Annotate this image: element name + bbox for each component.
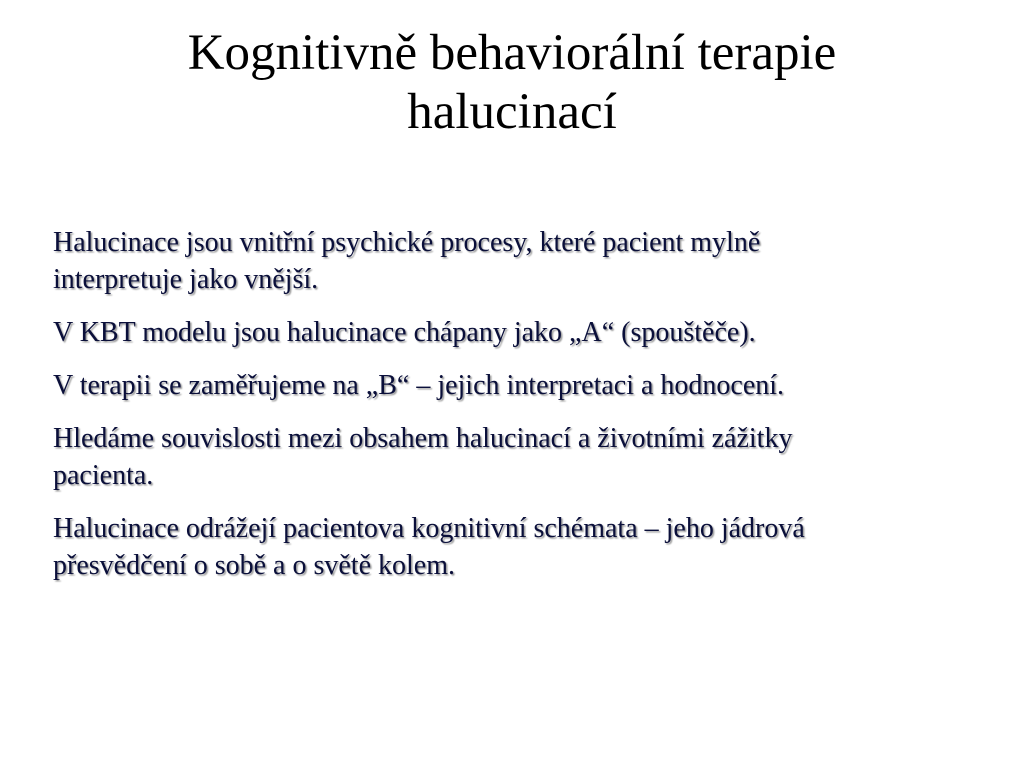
paragraph-therapy-focus (53, 367, 983, 404)
paragraph-line: Hledáme souvislosti mezi obsahem halucinací a životními zážitky (53, 423, 793, 454)
paragraph-line: přesvědčení o sobě a o světě kolem. (53, 550, 455, 581)
paragraph-line: V terapii se zaměřujeme na „B“ – jejich interpretaci a hodnocení. (53, 370, 785, 401)
paragraph-hallucination-definition (53, 224, 983, 298)
slide-title (60, 24, 964, 142)
paragraph-line: pacienta. (53, 460, 154, 491)
paragraph-connections (53, 420, 983, 494)
paragraph-line: Halucinace jsou vnitřní psychické procesy, které pacient mylně (53, 227, 761, 258)
paragraph-kbt-model (53, 314, 983, 351)
paragraph-line: interpretuje jako vnější. (53, 264, 319, 295)
slide-body (53, 224, 983, 600)
paragraph-cognitive-schemas (53, 510, 983, 584)
title-line-2: halucinací (407, 84, 617, 140)
paragraph-line: V KBT modelu jsou halucinace chápany jako „A“ (spouštěče). (53, 317, 756, 348)
paragraph-line: Halucinace odrážejí pacientova kognitivní schémata – jeho jádrová (53, 513, 805, 544)
title-line-1: Kognitivně behaviorální terapie (187, 25, 837, 81)
